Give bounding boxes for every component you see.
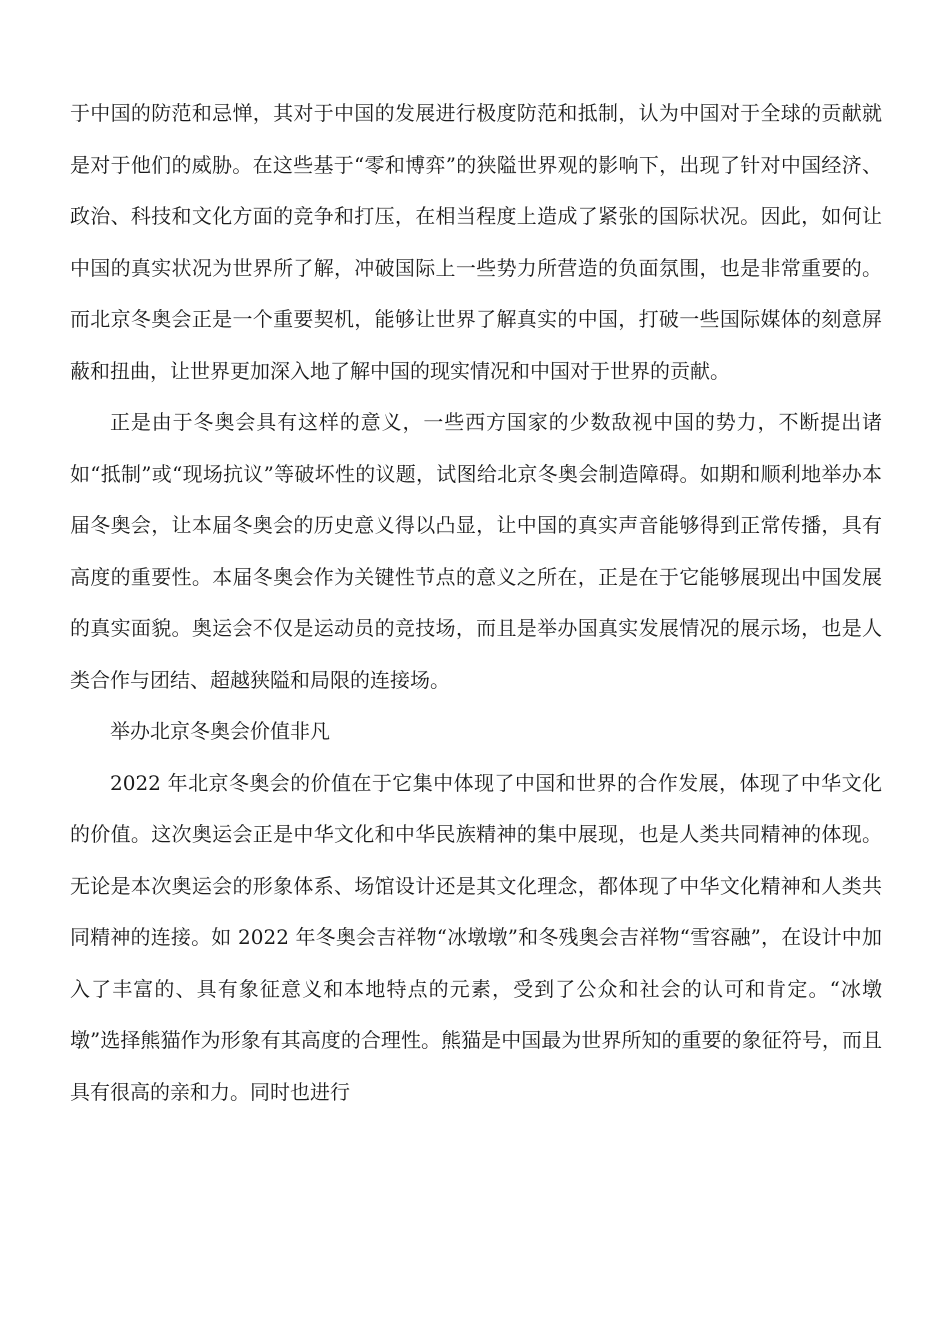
- paragraph-value: 2022 年北京冬奥会的价值在于它集中体现了中国和世界的合作发展，体现了中华文化的价值。这次奥运会正是中华文化和中华民族精神的集中展现，也是人类共同精神的体现。无论是本次奥运会的形象体系、场馆设计还是其文化理念，都体现了中华文化精神和人类共同精神的连接。如 2022 年冬奥会吉祥物“冰墩墩”和冬残奥会吉祥物“雪容融”，在设计中加入了丰富的、具有象征意义和本地特点的元素，受到了公众和社会的认可和肯定。“冰墩墩”选择熊猫作为形象有其高度的合理性。熊猫是中国最为世界所知的重要的象征符号，而且具有很高的亲和力。同时也进行: [70, 770, 882, 1104]
- section-heading: 举办北京冬奥会价值非凡: [110, 719, 330, 743]
- article-body: [70, 88, 882, 1118]
- paragraph-continuation: 于中国的防范和忌惮，其对于中国的发展进行极度防范和抵制，认为中国对于全球的贡献就是对于他们的威胁。在这些基于“零和博弈”的狭隘世界观的影响下，出现了针对中国经济、政治、科技和文化方面的竞争和打压，在相当程度上造成了紧张的国际状况。因此，如何让中国的真实状况为世界所了解，冲破国际上一些势力所营造的负面氛围，也是非常重要的。而北京冬奥会正是一个重要契机，能够让世界了解真实的中国，打破一些国际媒体的刻意屏蔽和扭曲，让世界更加深入地了解中国的现实情况和中国对于世界的贡献。: [70, 101, 882, 383]
- paragraph-boycott: 正是由于冬奥会具有这样的意义，一些西方国家的少数敌视中国的势力，不断提出诸如“抵制”或“现场抗议”等破坏性的议题，试图给北京冬奥会制造障碍。如期和顺利地举办本届冬奥会，让本届冬奥会的历史意义得以凸显，让中国的真实声音能够得到正常传播，具有高度的重要性。本届冬奥会作为关键性节点的意义之所在，正是在于它能够展现出中国发展的真实面貌。奥运会不仅是运动员的竞技场，而且是举办国真实发展情况的展示场，也是人类合作与团结、超越狭隘和局限的连接场。: [70, 410, 882, 692]
